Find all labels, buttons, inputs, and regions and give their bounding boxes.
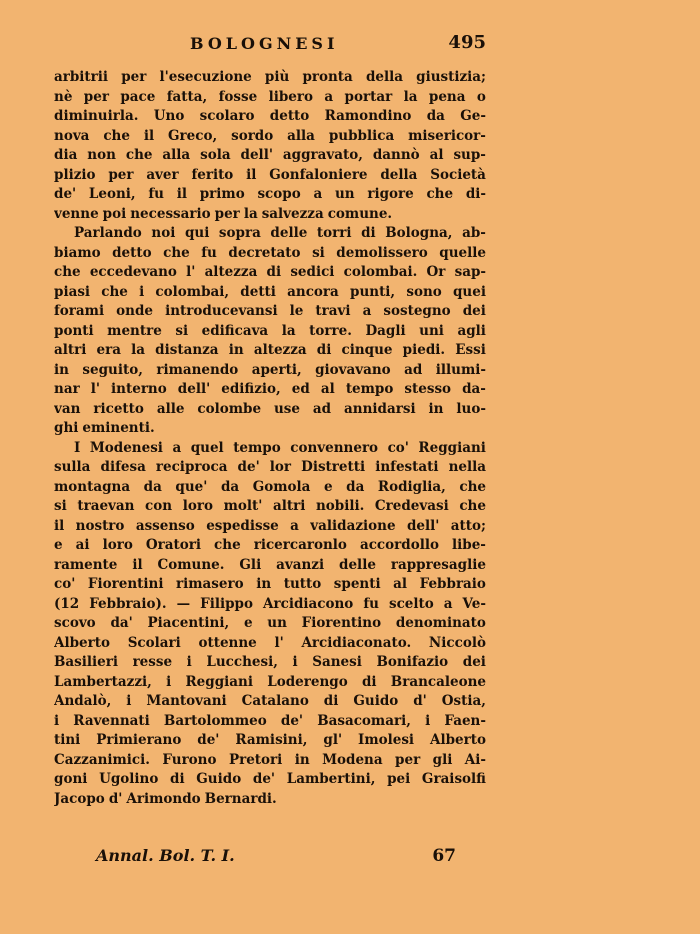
- text-line: Lambertazzi, i Reggiani Loderengo di Brancaleone: [54, 673, 486, 690]
- text-line: Basilieri resse i Lucchesi, i Sanesi Bonifazio dei: [54, 654, 486, 670]
- text-line: altri era la distanza in altezza di cinque piedi. Essi: [54, 342, 486, 358]
- text-line: (12 Febbraio). — Filippo Arcidiacono fu scelto a Ve-: [54, 595, 486, 612]
- text-line: ponti mentre si edificava la torre. Dagli uni agli: [54, 322, 486, 339]
- text-line: Cazzanimici. Furono Pretori in Modena per gli Ai-: [54, 751, 486, 768]
- page-number: 495: [448, 32, 486, 53]
- text-line: arbitrii per l'esecuzione più pronta della giustizia;: [54, 69, 486, 85]
- text-line: co' Fiorentini rimasero in tutto spenti al Febbraio: [54, 576, 486, 592]
- text-line: nova che il Greco, sordo alla pubblica misericor-: [54, 127, 486, 144]
- text-line: diminuirla. Uno scolaro detto Ramondino da Ge-: [54, 108, 486, 124]
- text-line: ghi eminenti.: [54, 420, 155, 436]
- text-line: van ricetto alle colombe use ad annidarsi in luo-: [54, 400, 486, 417]
- text-line: Andalò, i Mantovani Catalano di Guido d' Ostia,: [54, 693, 486, 709]
- signature-mark: Annal. Bol. T. I.: [96, 846, 235, 865]
- text-line: il nostro assenso espedisse a validazione dell' atto;: [54, 517, 486, 534]
- text-line: montagna da que' da Gomola e da Rodiglia, che: [54, 478, 486, 495]
- text-line: ramente il Comune. Gli avanzi delle rappresaglie: [54, 556, 486, 573]
- text-line: dia non che alla sola dell' aggravato, dannò al sup-: [54, 147, 486, 163]
- text-line: scovo da' Piacentini, e un Fiorentino denominato: [54, 615, 486, 631]
- text-line: i Ravennati Bartolommeo de' Basacomari, i Faen-: [54, 712, 486, 729]
- text-line: tini Primierano de' Ramisini, gl' Imolesi Alberto: [54, 732, 486, 748]
- text-line: de' Leoni, fu il primo scopo a un rigore che di-: [54, 186, 486, 202]
- text-line: nè per pace fatta, fosse libero a portar la pena o: [54, 88, 486, 105]
- text-line: si traevan con loro molt' altri nobili. Credevasi che: [54, 498, 486, 514]
- text-line: forami onde introducevansi le travi a sostegno dei: [54, 303, 486, 319]
- running-title: BOLOGNESI: [190, 34, 339, 53]
- text-line: biamo detto che fu decretato si demolissero quelle: [54, 244, 486, 261]
- page-footer: [96, 846, 456, 870]
- text-line: e ai loro Oratori che ricercaronlo accordollo libe-: [54, 537, 486, 553]
- gathering-number: 67: [432, 846, 456, 866]
- text-line: goni Ugolino di Guido de' Lambertini, pei Graisolfi: [54, 771, 486, 787]
- body-text: [54, 68, 486, 809]
- page-header: [56, 34, 486, 58]
- text-line: Parlando noi qui sopra delle torri di Bologna, ab-: [74, 225, 486, 241]
- text-line: venne poi necessario per la salvezza comune.: [54, 205, 393, 222]
- text-line: sulla difesa reciproca de' lor Distretti infestati nella: [54, 459, 486, 475]
- text-line: nar l' interno dell' edifizio, ed al tempo stesso da-: [54, 381, 486, 397]
- text-line: Alberto Scolari ottenne l' Arcidiaconato. Niccolò: [54, 634, 486, 651]
- text-line: piasi che i colombai, detti ancora punti, sono quei: [54, 283, 486, 300]
- text-line: I Modenesi a quel tempo convennero co' Reggiani: [74, 439, 486, 456]
- text-line: Jacopo d' Arimondo Bernardi.: [54, 790, 277, 807]
- text-line: plizio per aver ferito il Gonfaloniere della Società: [54, 166, 486, 183]
- text-line: che eccedevano l' altezza di sedici colombai. Or sap-: [54, 264, 486, 280]
- text-line: in seguito, rimanendo aperti, giovavano ad illumi-: [54, 361, 486, 378]
